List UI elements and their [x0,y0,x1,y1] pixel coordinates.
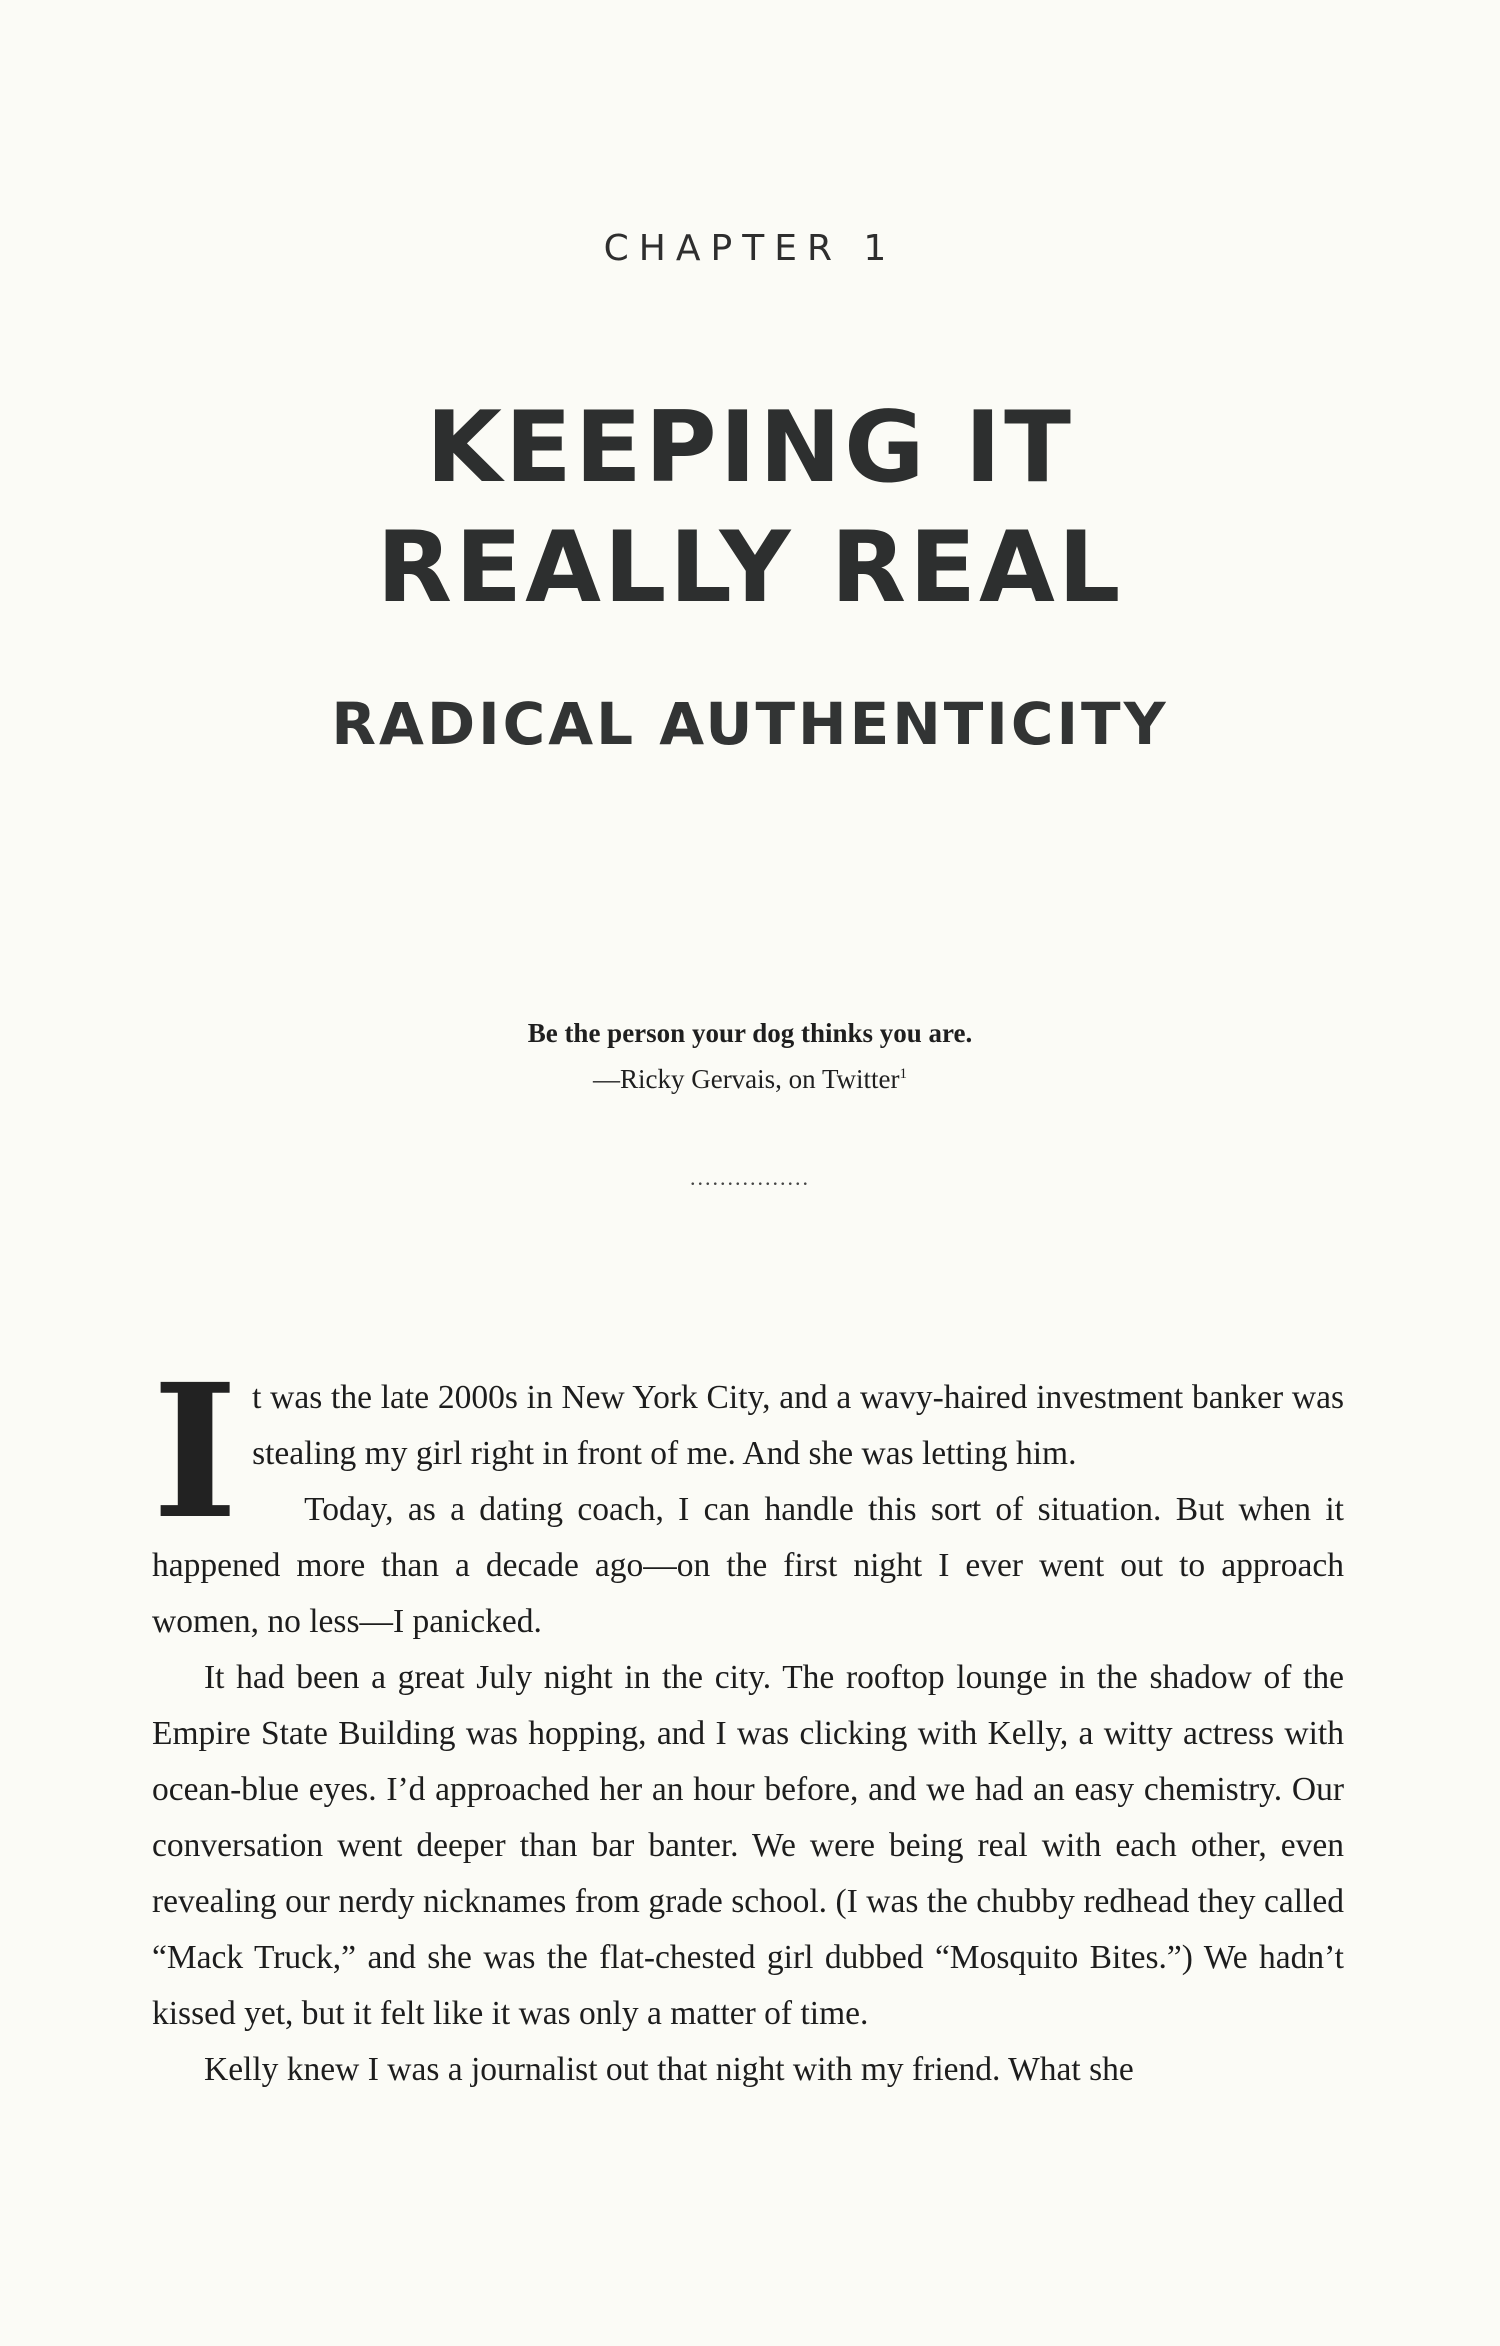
drop-cap: I [152,1344,239,1560]
paragraph-1 [152,1344,1344,1560]
section-divider: ................ [690,1165,810,1190]
chapter-label: CHAPTER 1 [603,228,897,269]
chapter-title [0,388,1500,628]
epigraph [0,1012,1500,1099]
paragraph-1-text: t was the late 2000s in New York City, and a wavy-haired investment banker was stealing my girl right in front of me. And she was letting him. [252,1379,1344,1472]
chapter-title-line-1: KEEPING IT [425,391,1074,505]
footnote-mark: 1 [899,1066,908,1082]
body-text [152,1344,1344,2098]
paragraph-3: It had been a great July night in the city. The rooftop lounge in the shadow of the Empire State Building was hopping, and I was clicking with Kelly, a witty actress with ocean-blue eyes. I’d approached her an hour before, and we had an easy chemistry. Our conversation went deeper than bar banter. We were being real with each other, even revealing our nerdy nicknames from grade school. (I was the chubby redhead they called “Mack Truck,” and she was the flat-chested girl dubbed “Mosquito Bites.”) We hadn’t kissed yet, but it felt like it was only a matter of time. [152,1659,1344,2032]
chapter-title-line-2: REALLY REAL [376,511,1124,625]
chapter-subtitle: RADICAL AUTHENTICITY [331,690,1169,758]
epigraph-quote: Be the person your dog thinks you are. [527,1018,973,1048]
paragraph-4: Kelly knew I was a journalist out that night with my friend. What she [204,2051,1134,2088]
paragraph-2: Today, as a dating coach, I can handle this sort of situation. But when it happened more than a decade ago—on the first night I ever went out to approach women, no less—I panicked. [152,1491,1344,1640]
epigraph-attribution [0,1054,1500,1099]
epigraph-attribution-text: —Ricky Gervais, on Twitter [592,1064,900,1094]
